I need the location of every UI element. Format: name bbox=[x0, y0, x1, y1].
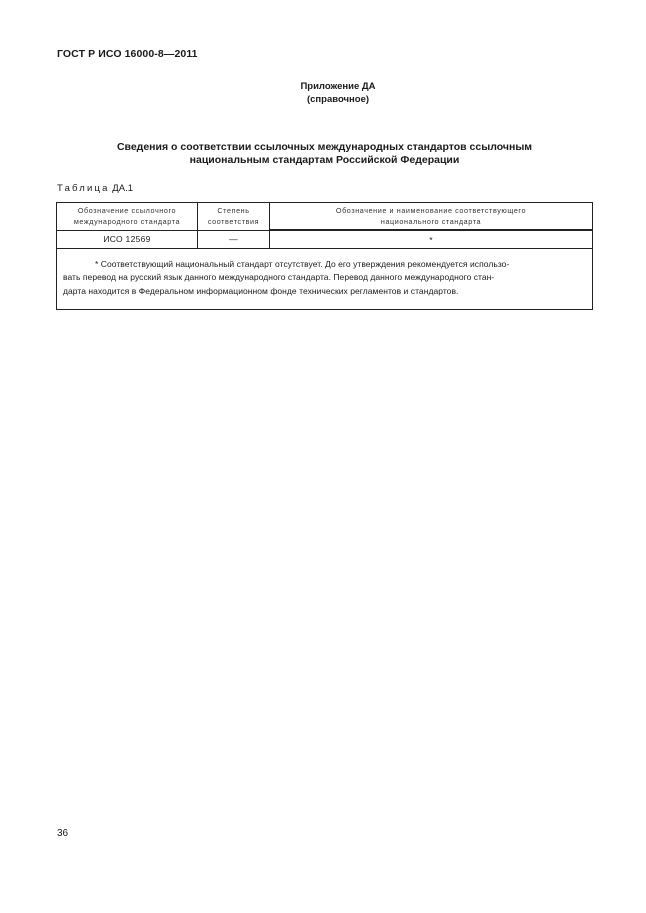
cell-degree: — bbox=[198, 230, 270, 249]
section-title-line-1: Сведения о соответствии ссылочных международных стандартов ссылочным bbox=[116, 141, 533, 153]
footnote-line-2: вать перевод на русский язык данного международного стандарта. Перевод данного международного стан- bbox=[63, 272, 495, 283]
table-header-row bbox=[57, 203, 593, 231]
header-national bbox=[270, 203, 593, 231]
cell-national: * bbox=[270, 230, 593, 249]
header-degree-line-2: соответствия bbox=[207, 217, 260, 227]
header-national-line-1: Обозначение и наименование соответствующего bbox=[335, 206, 527, 215]
section-title-line-2: национальным стандартам Российской Федерации bbox=[189, 154, 460, 166]
annex-title: Приложение ДА bbox=[300, 81, 376, 92]
header-designation-line-2: международного стандарта bbox=[73, 217, 181, 227]
header-degree bbox=[198, 203, 270, 231]
table-row bbox=[57, 230, 593, 249]
header-designation bbox=[57, 203, 198, 231]
correspondence-table bbox=[56, 202, 593, 310]
table-caption bbox=[57, 183, 133, 194]
page-number: 36 bbox=[57, 828, 69, 839]
annex-type: (справочное) bbox=[306, 93, 370, 105]
header-national-line-2: национального стандарта bbox=[380, 217, 482, 226]
table-footnote bbox=[57, 249, 593, 310]
standard-id: ГОСТ Р ИСО 16000-8—2011 bbox=[57, 48, 198, 60]
header-degree-line-1: Степень bbox=[217, 206, 250, 216]
table-caption-number: ДА.1 bbox=[112, 183, 133, 194]
cell-designation: ИСО 12569 bbox=[57, 230, 198, 249]
footnote-line-3: дарта находится в Федеральном информационном фонде технических регламентов и стандартов. bbox=[63, 285, 459, 296]
table-footnote-row bbox=[57, 249, 593, 310]
table-caption-word: Таблица bbox=[57, 183, 110, 194]
annex-heading bbox=[0, 81, 646, 106]
header-designation-line-1: Обозначение ссылочного bbox=[77, 206, 177, 216]
section-title bbox=[57, 141, 592, 167]
footnote-line-1: * Соответствующий национальный стандарт отсутствует. До его утверждения рекомендуется использо- bbox=[95, 259, 510, 270]
